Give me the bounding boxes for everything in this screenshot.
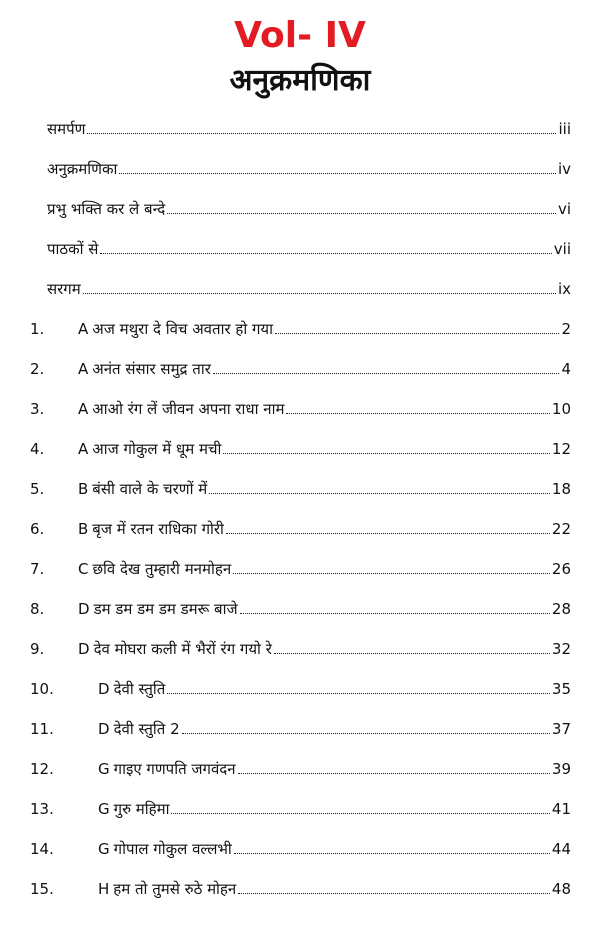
toc-title: आओ रंग लें जीवन अपना राधा नाम [92,400,285,418]
entry-letter: G [98,800,110,818]
dot-leader [100,253,551,254]
entry-letter: H [98,880,110,898]
toc-page: 22 [551,520,571,538]
entry-number: 15. [30,880,54,898]
entry-number: 13. [30,800,54,818]
toc-row[interactable] [30,344,571,380]
toc-page: 35 [551,680,571,698]
entry-number: 11. [30,720,54,738]
toc-title: देवी स्तुति [113,680,166,698]
toc-page: iii [558,120,571,138]
entry-number: 9. [30,640,45,658]
toc-page: 18 [551,480,571,498]
toc-title: गुरु महिमा [113,800,170,818]
dot-leader [167,693,550,694]
entry-number: 6. [30,520,45,538]
entry-letter: G [98,760,110,778]
dot-leader [223,453,550,454]
toc-row[interactable] [47,224,571,260]
entry-letter: A [78,440,89,458]
dot-leader [234,853,550,854]
entry-letter: D [78,600,90,618]
toc-page: 44 [551,840,571,858]
entry-number: 1. [30,320,45,338]
toc-title: अज मथुरा दे विच अवतार हो गया [92,320,274,338]
entry-letter: G [98,840,110,858]
toc-title: छवि देख तुम्हारी मनमोहन [92,560,232,578]
entry-letter: A [78,360,89,378]
toc-page: 12 [551,440,571,458]
toc-row[interactable] [30,584,571,620]
toc-row[interactable] [30,824,571,860]
toc-title: गोपाल गोकुल वल्लभी [113,840,232,858]
entry-number: 4. [30,440,45,458]
entry-number: 5. [30,480,45,498]
entry-letter: A [78,400,89,418]
entry-letter: D [78,640,90,658]
toc-page: vi [557,200,571,218]
dot-leader [87,133,556,134]
toc-title: प्रभु भक्ति कर ले बन्दे [47,200,166,218]
toc-title: बंसी वाले के चरणों में [92,480,208,498]
toc-row[interactable] [30,664,571,700]
dot-leader [238,773,550,774]
entry-number: 7. [30,560,45,578]
dot-leader [119,173,556,174]
dot-leader [209,493,550,494]
page-title: अनुक्रमणिका [229,63,371,98]
toc-page: 2 [561,320,571,338]
entry-letter: D [98,680,110,698]
toc-page: ix [557,280,571,298]
entry-letter: D [98,720,110,738]
toc-page: 39 [551,760,571,778]
dot-leader [274,653,550,654]
toc-title: डम डम डम डम डमरू बाजे [93,600,238,618]
entry-letter: A [78,320,89,338]
dot-leader [240,613,550,614]
toc-page: 48 [551,880,571,898]
dot-leader [226,533,550,534]
toc-title: अनंत संसार समुद्र तार [92,360,211,378]
dot-leader [213,373,560,374]
toc-title: बृज में रतन राधिका गोरी [92,520,224,538]
entry-number: 3. [30,400,45,418]
entry-letter: B [78,520,89,538]
toc-title: सरगम [47,280,81,298]
toc-row[interactable] [30,704,571,740]
toc-row[interactable] [30,504,571,540]
entry-letter: C [78,560,89,578]
dot-leader [171,813,549,814]
toc-page: 32 [551,640,571,658]
entry-number: 2. [30,360,45,378]
toc-page: vii [553,240,571,258]
toc-page: iv [557,160,571,178]
toc-page: 26 [551,560,571,578]
toc-page: 37 [551,720,571,738]
toc-row[interactable] [30,304,571,340]
toc-row[interactable] [30,544,571,580]
dot-leader [238,893,550,894]
toc-row[interactable] [30,384,571,420]
toc-row[interactable] [30,624,571,660]
dot-leader [182,733,550,734]
toc-page: 28 [551,600,571,618]
toc-title: हम तो तुमसे रुठे मोहन [113,880,237,898]
dot-leader [233,573,550,574]
volume-label: Vol- IV [234,15,366,56]
toc-title: अनुक्रमणिका [47,160,118,178]
table-of-contents [0,104,600,914]
toc-row[interactable] [30,864,571,900]
entry-letter: B [78,480,89,498]
entry-number: 8. [30,600,45,618]
toc-row[interactable] [30,464,571,500]
toc-title: समर्पण [47,120,86,138]
dot-leader [83,293,556,294]
toc-row[interactable] [30,784,571,820]
toc-title: पाठकों से [47,240,99,258]
toc-page: 4 [561,360,571,378]
toc-row[interactable] [47,144,571,180]
dot-leader [286,413,549,414]
toc-row[interactable] [47,104,571,140]
dot-leader [167,213,556,214]
toc-title: देव मोघरा कली में भैरों रंग गयो रे [93,640,272,658]
toc-page: 41 [551,800,571,818]
entry-number: 10. [30,680,54,698]
toc-title: आज गोकुल में धूम मची [92,440,222,458]
entry-number: 12. [30,760,54,778]
toc-page: 10 [551,400,571,418]
entry-number: 14. [30,840,54,858]
dot-leader [275,333,559,334]
toc-row[interactable] [30,424,571,460]
toc-title: देवी स्तुति 2 [113,720,180,738]
toc-row[interactable] [47,184,571,220]
toc-row[interactable] [47,264,571,300]
toc-title: गाइए गणपति जगवंदन [113,760,236,778]
toc-row[interactable] [30,744,571,780]
